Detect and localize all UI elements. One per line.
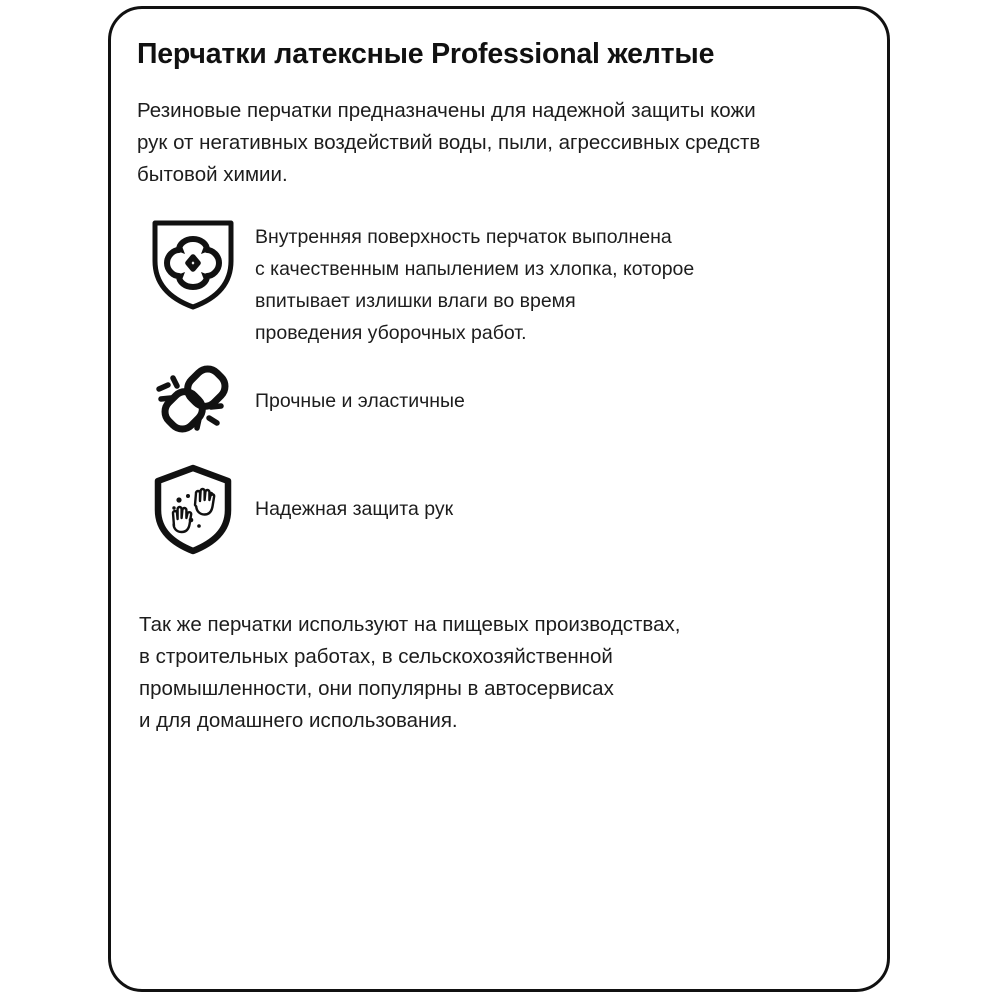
feature-text	[255, 355, 465, 417]
feature-line: Внутренняя поверхность перчаток выполнена	[255, 226, 672, 249]
feature-line: Прочные и эластичные	[255, 390, 465, 413]
feature-line: проведения уборочных работ.	[255, 322, 527, 345]
feature-item	[137, 355, 861, 441]
outro-line: и для домашнего использования.	[139, 709, 458, 733]
outro-line: в строительных работах, в сельскохозяйственной	[139, 645, 613, 669]
intro-paragraph	[137, 95, 861, 191]
product-info-card	[108, 6, 890, 992]
chain-link-strength-icon	[137, 355, 255, 441]
feature-item	[137, 217, 861, 349]
outro-line: Так же перчатки используют на пищевых производствах,	[139, 613, 681, 637]
outro-line: промышленности, они популярны в автосервисах	[139, 677, 614, 701]
card-content	[137, 37, 861, 737]
intro-line: бытовой химии.	[137, 163, 288, 187]
outro-paragraph	[137, 609, 861, 737]
shield-cotton-absorbent-icon	[137, 217, 255, 313]
feature-text	[255, 217, 694, 349]
feature-item	[137, 461, 861, 557]
intro-line: Резиновые перчатки предназначены для надежной защиты кожи	[137, 99, 756, 123]
shield-hands-protection-icon	[137, 461, 255, 557]
feature-list	[137, 217, 861, 557]
feature-line: впитывает излишки влаги во время	[255, 290, 576, 313]
feature-text	[255, 461, 453, 525]
feature-line: с качественным напылением из хлопка, которое	[255, 258, 695, 281]
page-title: Перчатки латексные Professional желтые	[137, 38, 715, 70]
feature-line: Надежная защита рук	[255, 498, 454, 521]
intro-line: рук от негативных воздействий воды, пыли, агрессивных средств	[137, 131, 761, 155]
